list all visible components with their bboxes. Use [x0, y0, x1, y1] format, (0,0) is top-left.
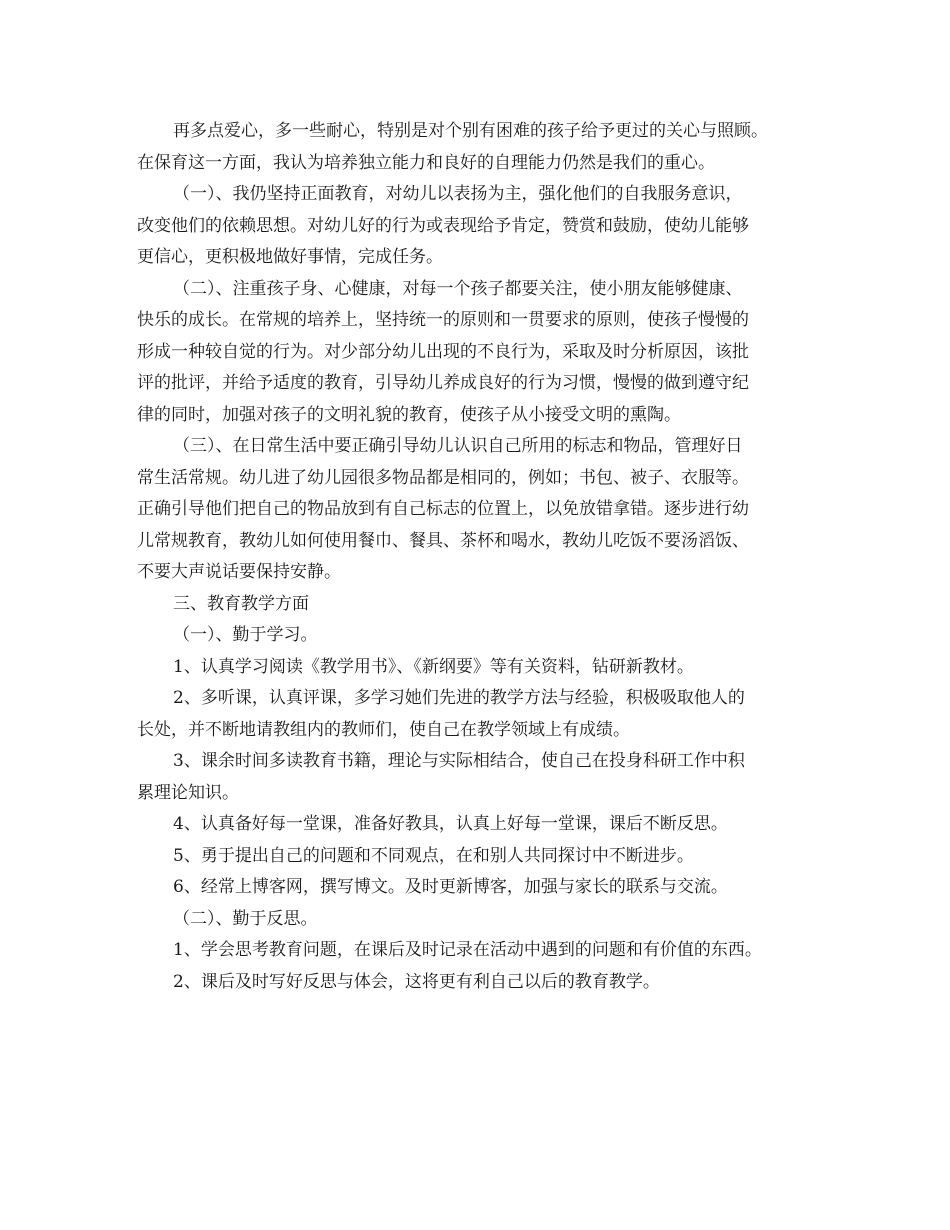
text-line: 律的同时，加强对孩子的文明礼貌的教育，使孩子从小接受文明的熏陶。: [137, 404, 681, 425]
text-line: （一）、我仍坚持正面教育，对幼儿以表扬为主，强化他们的自我服务意识，: [173, 184, 743, 204]
text-line: 2、多听课，认真评课，多学习她们先进的教学方法与经验，积极吸取他人的: [173, 688, 745, 708]
text-line: （三）、在日常生活中要正确引导幼儿认识自己所用的标志和物品，管理好日: [173, 436, 743, 456]
text-line: 快乐的成长。在常规的培养上，坚持统一的原则和一贯要求的原则，使孩子慢慢的: [137, 310, 749, 330]
text-line: 形成一种较自觉的行为。对少部分幼儿出现的不良行为，采取及时分析原因，该批: [137, 341, 749, 362]
text-line: 正确引导他们把自己的物品放到有自己标志的位置上，以免放错拿错。逐步进行幼: [137, 499, 749, 519]
text-line: 1、认真学习阅读《教学用书》、《新纲要》等有关资料，钻研新教材。: [173, 656, 694, 677]
text-line: 更信心，更积极地做好事情，完成任务。: [137, 247, 443, 267]
text-line: 6、经常上博客网，撰写博文。及时更新博客，加强与家长的联系与交流。: [173, 877, 728, 897]
text-line: 评的批评，并给予适度的教育，引导幼儿养成良好的行为习惯，慢慢的做到遵守纪: [137, 373, 749, 393]
text-line: 4、认真备好每一堂课，准备好教具，认真上好每一堂课，课后不断反思。: [173, 814, 728, 834]
text-line: 累理论知识。: [137, 782, 239, 803]
text-line: 5、勇于提出自己的问题和不同观点，在和别人共同探讨中不断进步。: [173, 845, 694, 866]
text-line: 长处，并不断地请教组内的教师们，使自己在教学领域上有成绩。: [137, 719, 630, 740]
text-line: 不要大声说话要保持安静。: [137, 562, 341, 582]
text-line: 3、课余时间多读教育书籍，理论与实际相结合，使自己在投身科研工作中积: [173, 751, 745, 771]
text-line: 再多点爱心，多一些耐心，特别是对个别有困难的孩子给予更过的关心与照顾。: [173, 121, 768, 141]
text-line: 改变他们的依赖思想。对幼儿好的行为或表现给予肯定，赞赏和鼓励，使幼儿能够: [137, 215, 749, 236]
text-line: 1、学会思考教育问题，在课后及时记录在活动中遇到的问题和有价值的东西。: [173, 940, 762, 960]
text-line: 2、课后及时写好反思与体会，这将更有利自己以后的教育教学。: [173, 971, 660, 992]
text-line: （二）、注重孩子身、心健康，对每一个孩子都要关注，使小朋友能够健康、: [173, 278, 743, 299]
text-line: （一）、勤于学习。: [173, 625, 318, 645]
text-line: （二）、勤于反思。: [173, 908, 318, 929]
text-line: 儿常规教育，教幼儿如何使用餐巾、餐具、茶杯和喝水，教幼儿吃饭不要汤滔饭、: [137, 530, 749, 551]
text-line: 在保育这一方面，我认为培养独立能力和良好的自理能力仍然是我们的重心。: [137, 152, 715, 173]
text-line: 常生活常规。幼儿进了幼儿园很多物品都是相同的，例如；书包、被子、衣服等。: [137, 467, 749, 488]
text-line: 三、教育教学方面: [173, 593, 309, 614]
document-body: [137, 116, 827, 998]
